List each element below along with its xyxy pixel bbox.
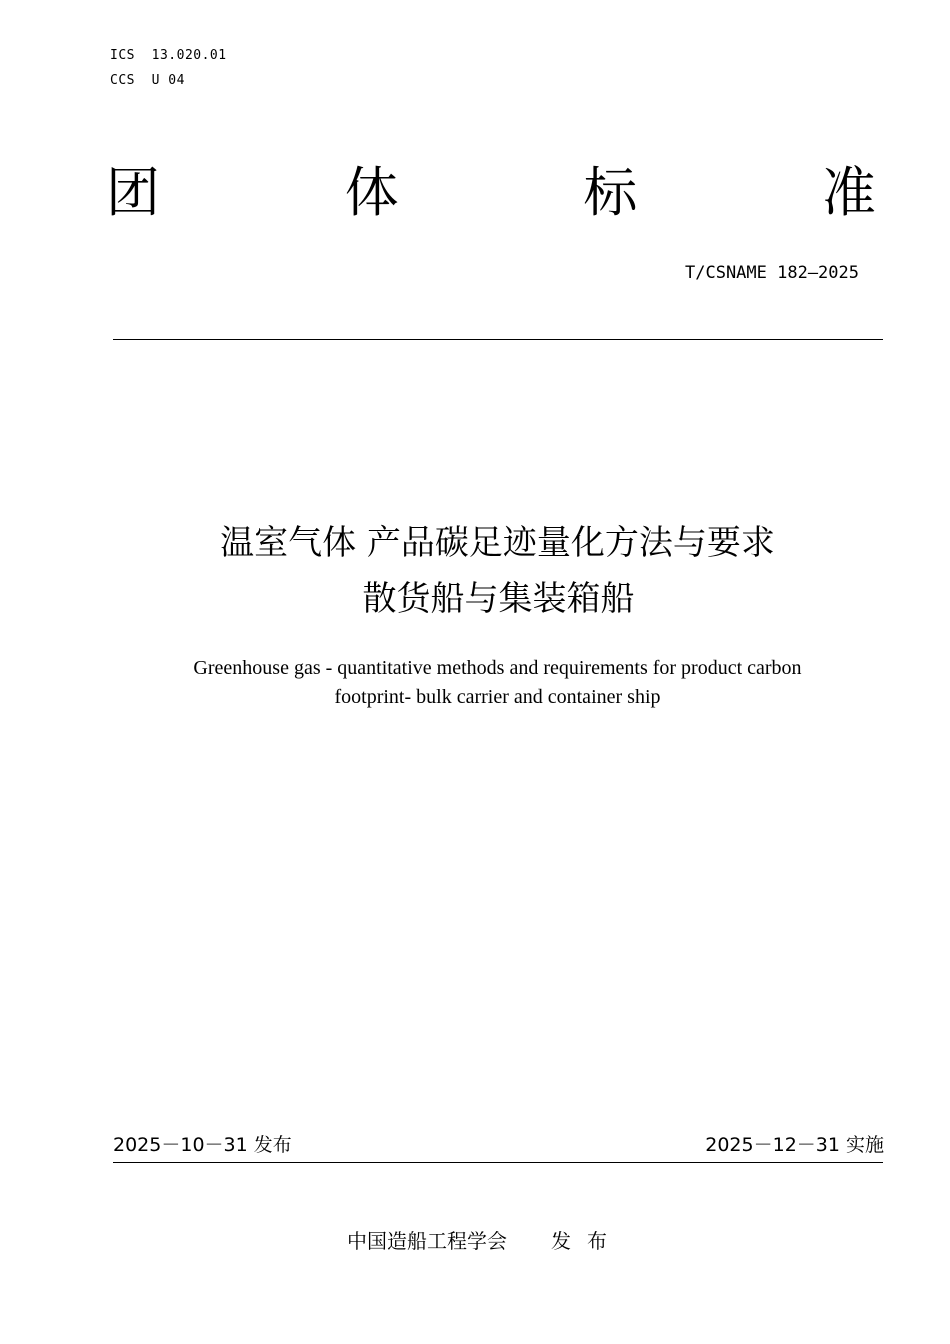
chinese-title-line-1: 温室气体 产品碳足迹量化方法与要求	[220, 523, 775, 563]
issue-date: 2025－10－31 发布	[113, 1134, 292, 1156]
document-type-heading	[106, 160, 876, 226]
english-title-line-2: footprint- bulk carrier and container ship	[334, 686, 661, 708]
heading-char-4: 准	[821, 161, 876, 224]
publish-char-2: 布	[587, 1229, 607, 1253]
ics-code: ICS 13.020.01	[110, 48, 227, 63]
ccs-code: CCS U 04	[110, 73, 185, 88]
heading-char-2: 体	[344, 161, 399, 224]
publish-char-1: 发	[551, 1229, 571, 1253]
english-title-line-1: Greenhouse gas - quantitative methods and requirements for product carbon	[193, 657, 802, 679]
header-divider	[113, 339, 883, 340]
implementation-date: 2025－12－31 实施	[705, 1134, 884, 1156]
heading-char-1: 团	[106, 161, 160, 224]
publisher-name: 中国造船工程学会	[347, 1229, 507, 1253]
heading-char-3: 标	[583, 161, 638, 224]
chinese-title-line-2: 散货船与集装箱船	[362, 579, 635, 619]
standard-number: T/CSNAME 182—2025	[685, 263, 859, 283]
publisher-line	[347, 1227, 607, 1255]
date-divider	[113, 1162, 883, 1163]
